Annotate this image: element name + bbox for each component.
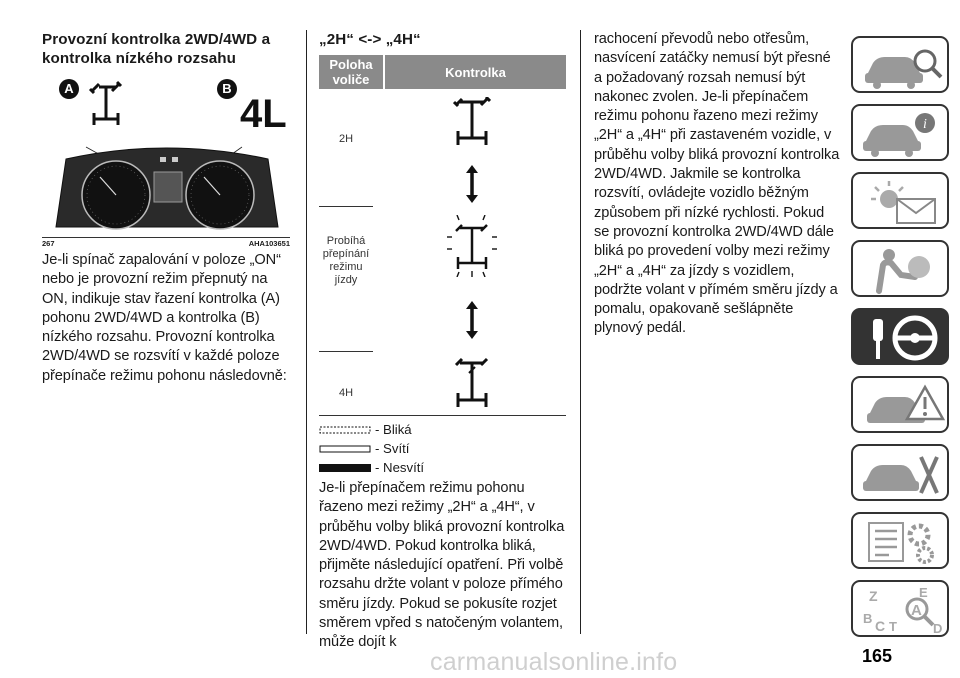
low-range-text: 4L — [240, 92, 287, 136]
section-heading: Provozní kontrolka 2WD/4WD a kontrolka nízkého rozsahu — [42, 31, 271, 67]
tab-car-breakdown[interactable] — [851, 376, 949, 433]
legend-off — [319, 458, 566, 477]
row-4h-label: 4H — [338, 387, 354, 399]
svg-text:B: B — [863, 611, 873, 626]
row-divider — [319, 351, 373, 352]
column-divider — [306, 30, 307, 634]
figure-caption — [42, 237, 290, 248]
instrument-cluster-figure — [42, 77, 290, 237]
warning-light-icon — [859, 177, 945, 227]
table-header — [319, 55, 566, 89]
legend-on-text: - Svítí — [375, 441, 410, 456]
tab-car-search[interactable] — [851, 36, 949, 93]
tab-specs[interactable] — [851, 512, 949, 569]
dashed-swatch-icon — [319, 426, 371, 434]
left-column — [42, 30, 290, 386]
right-column — [594, 30, 842, 339]
legend-blinking — [319, 420, 566, 439]
label-a: A — [64, 81, 74, 96]
legend-blinking-text: - Bliká — [375, 422, 412, 437]
indicator-table — [319, 55, 566, 416]
double-arrow-icon — [466, 165, 478, 203]
drive-4wd-icon — [453, 357, 491, 409]
header-position: Poloha voliče — [319, 55, 383, 89]
svg-text:C: C — [875, 618, 886, 634]
legend-off-text: - Nesvítí — [375, 460, 425, 475]
car-info-icon — [859, 109, 945, 159]
label-b: B — [222, 81, 232, 96]
spec-gear-icon — [859, 517, 945, 567]
column-divider — [580, 30, 581, 634]
legend-on — [319, 439, 566, 458]
car-tools-icon — [859, 449, 945, 499]
mode-heading: „2H“ <-> „4H“ — [319, 31, 421, 48]
svg-text:D: D — [933, 621, 943, 635]
dashboard-illustration — [42, 77, 290, 237]
page-number: 165 — [862, 646, 893, 666]
blinking-4wd-icon — [447, 215, 497, 277]
tab-steering-key[interactable] — [851, 308, 949, 365]
outline-swatch-icon — [319, 445, 371, 453]
watermark: carmanualsonline.info — [430, 648, 678, 676]
tab-car-tools[interactable] — [851, 444, 949, 501]
solid-swatch-icon — [319, 464, 371, 472]
middle-paragraph: Je-li přepínačem režimu pohonu řazeno mezi režimy „2H“ a „4H“, v průběhu volby bliká provozní kontrolka 2WD/4WD. Pokud kontrolka bliká, přijměte následující opatření. Při volbě rozsahu držte volant v poloze přímého směru jízdy. Pokud se pokusíte rozjet směrem vpřed s natočeným volantem, může dojít k — [319, 480, 565, 651]
svg-text:i: i — [923, 117, 927, 132]
index-letters-icon — [859, 585, 945, 635]
drive-2wd-icon — [453, 97, 491, 147]
double-arrow-icon — [466, 301, 478, 339]
row-switching-label: Probíhá přepínání režimu jízdy — [322, 235, 370, 286]
middle-column — [319, 30, 566, 653]
figure-number: 267 — [42, 239, 55, 248]
svg-text:A: A — [911, 602, 922, 619]
header-indicator: Kontrolka — [385, 55, 566, 89]
table-body — [319, 89, 566, 415]
tab-car-info[interactable] — [851, 104, 949, 161]
right-paragraph: rachocení převodů nebo otřesům, nasvícení zatáčky nemusí být přesné a požadovaný rozsah nemusí být nakonec zvolen. Je-li přepínačem režimu pohonu řazeno mezi režimy „2H“ a „4H“ při zastaveném vozidle, v průběhu volby bliká provozní kontrolka 2WD/4WD. Jakmile se kontrolka rozsvítí, ovládejte vozidlo běžným způsobem při nízké rychlosti. Pokud se provozní kontrolka 2WD/4WD dále bliká po provedení volby mezi režimy „2H“ a „4H“ za jízdy s vozidlem, podržte volant v přímém směru jízdy a pomalu, opakovaně sešlápněte plynový pedál. — [594, 31, 840, 337]
car-breakdown-icon — [859, 381, 945, 431]
row-2h-label: 2H — [338, 133, 354, 145]
legend — [319, 420, 566, 477]
tab-warning-light[interactable] — [851, 172, 949, 229]
car-search-icon — [859, 41, 945, 91]
figure-code: AHA103651 — [248, 239, 290, 248]
tab-airbag-seat[interactable] — [851, 240, 949, 297]
steering-key-icon — [859, 313, 945, 363]
intro-paragraph: Je-li spínač zapalování v poloze „ON“ nebo je provozní režim přepnutý na ON, indikuje stav řazení kontrolka (A) pohonu 2WD/4WD a kontrolka (B) nízkého rozsahu. Provozní kontrolka 2WD/4WD se rozsvítí v každé poloze přepínače režimu pohonu následovně: — [42, 252, 287, 384]
svg-text:T: T — [889, 619, 897, 634]
svg-text:E: E — [919, 585, 928, 600]
tab-index[interactable] — [851, 580, 949, 637]
row-divider — [319, 206, 373, 207]
airbag-seat-icon — [859, 245, 945, 295]
chapter-tabs — [851, 36, 949, 648]
svg-text:Z: Z — [869, 588, 878, 604]
